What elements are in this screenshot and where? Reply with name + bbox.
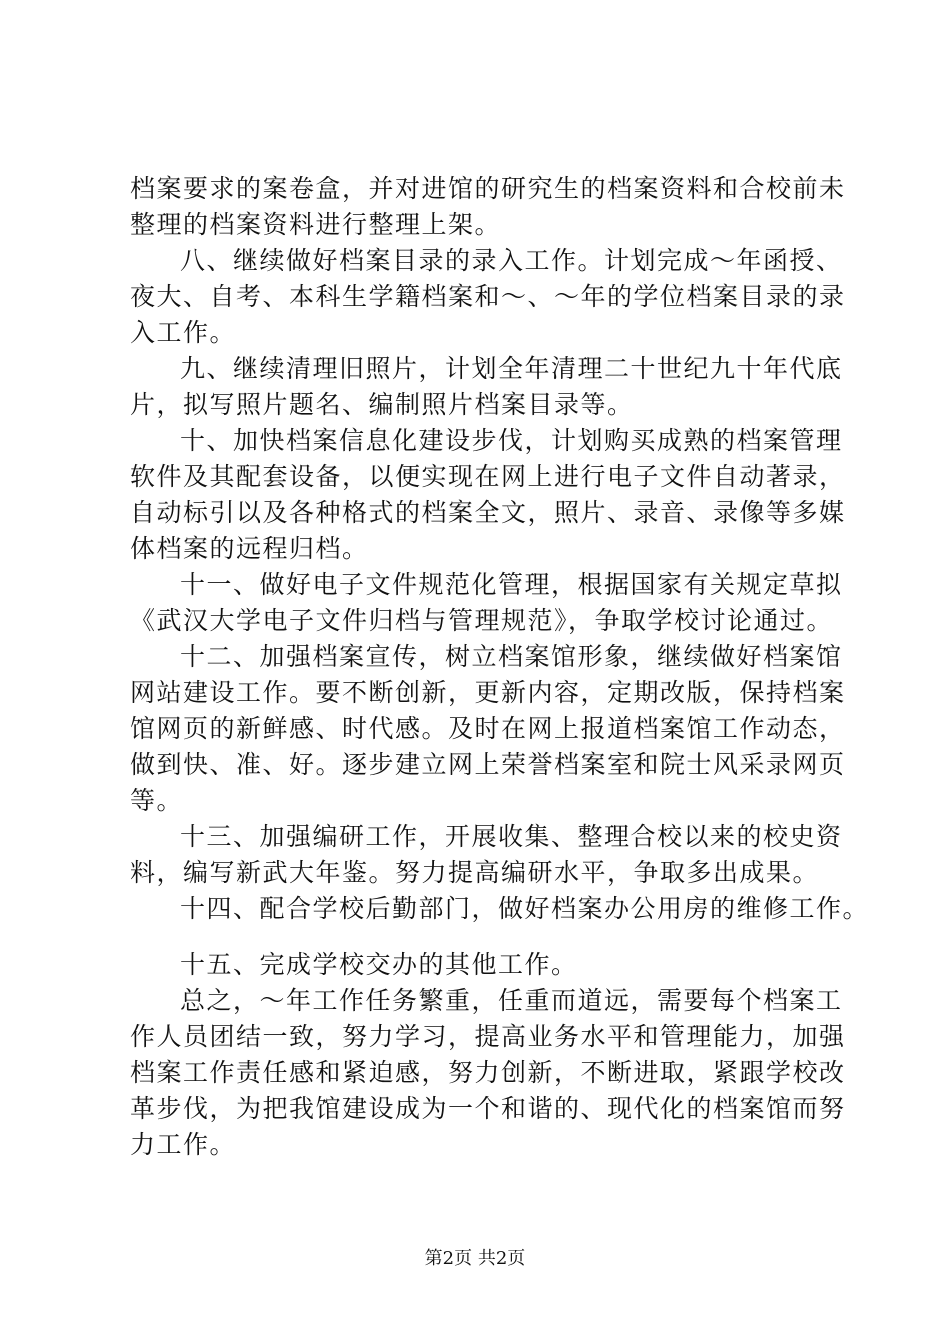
text-line: 网站建设工作。要不断创新，更新内容，定期改版，保持档案 [130,678,846,707]
text-line: 等。 [130,786,184,815]
paragraph-gap [130,927,850,947]
text-line: 料，编写新武大年鉴。努力提高编研水平，争取多出成果。 [130,858,820,887]
paragraph-8-start: 八、继续做好档案目录的录入工作。计划完成～年函授、 [180,246,843,275]
document-body [130,171,870,1163]
text-line: 做到快、准、好。逐步建立网上荣誉档案室和院士风采录网页 [130,750,846,779]
paragraph-9-start: 九、继续清理旧照片，计划全年清理二十世纪九十年代底 [180,354,843,383]
conclusion-start: 总之，～年工作任务繁重，任重而道远，需要每个档案工 [180,986,843,1015]
paragraph-12-start: 十二、加强档案宣传，树立档案馆形象，继续做好档案馆 [180,642,843,671]
text-line: 革步伐，为把我馆建设成为一个和谐的、现代化的档案馆而努 [130,1094,846,1123]
text-line: 馆网页的新鲜感、时代感。及时在网上报道档案馆工作动态， [130,714,846,743]
paragraph-15-start: 十五、完成学校交办的其他工作。 [180,950,578,979]
page-footer: 第2页 共2页 [424,1248,526,1269]
text-line: 体档案的远程归档。 [130,534,369,563]
paragraph-11-start: 十一、做好电子文件规范化管理，根据国家有关规定草拟 [180,570,843,599]
text-line: 档案工作责任感和紧迫感，努力创新，不断进取，紧跟学校改 [130,1058,846,1087]
text-line: 力工作。 [130,1130,237,1159]
text-line: 片，拟写照片题名、编制照片档案目录等。 [130,390,634,419]
paragraph-13-start: 十三、加强编研工作，开展收集、整理合校以来的校史资 [180,822,843,851]
text-line: 自动标引以及各种格式的档案全文，照片、录音、录像等多媒 [130,498,846,527]
paragraph-14-start: 十四、配合学校后勤部门，做好档案办公用房的维修工作。 [180,894,870,923]
text-line: 档案要求的案卷盒，并对进馆的研究生的档案资料和合校前未 [130,174,846,203]
paragraph-10-start: 十、加快档案信息化建设步伐，计划购买成熟的档案管理 [180,426,843,455]
text-line: 作人员团结一致，努力学习，提高业务水平和管理能力，加强 [130,1022,846,1051]
text-line: 夜大、自考、本科生学籍档案和～、～年的学位档案目录的录 [130,282,846,311]
text-line: 整理的档案资料进行整理上架。 [130,210,502,239]
text-line: 软件及其配套设备，以便实现在网上进行电子文件自动著录， [130,462,846,491]
text-line: 入工作。 [130,318,237,347]
text-line: 《武汉大学电子文件归档与管理规范》，争取学校讨论通过。 [130,606,834,635]
